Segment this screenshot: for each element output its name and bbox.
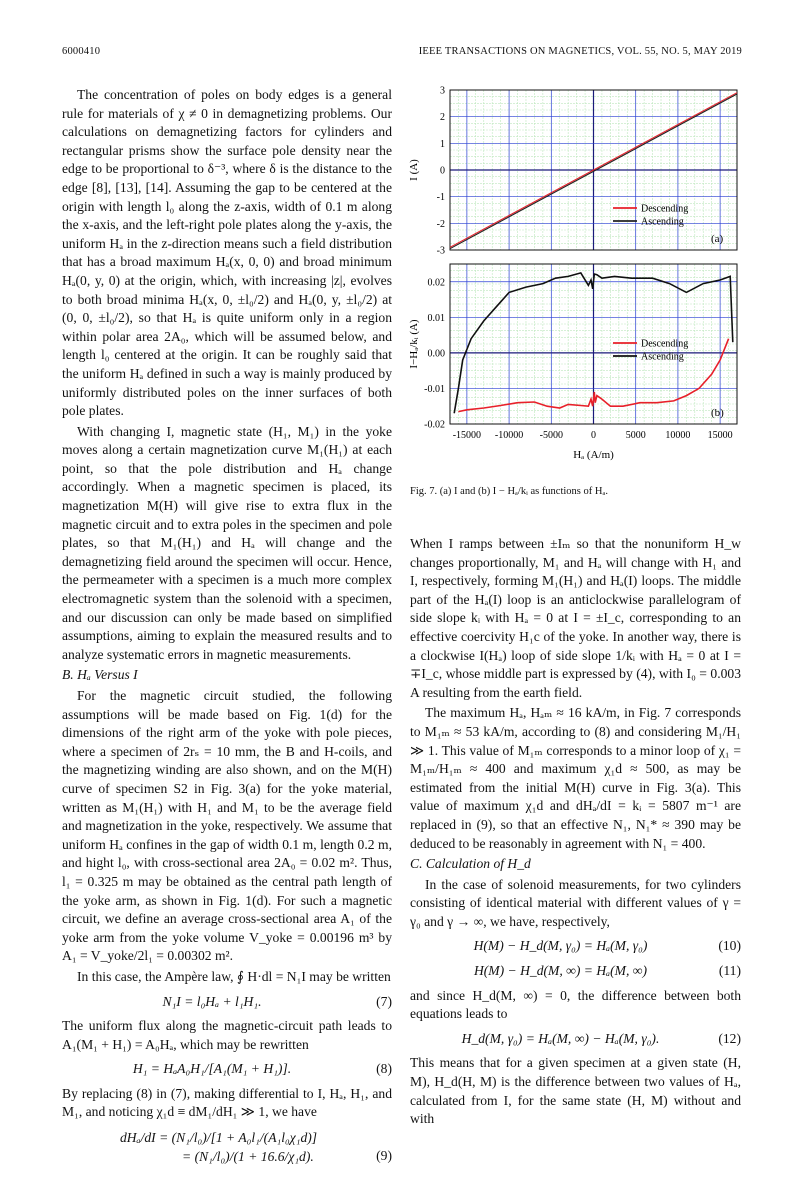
x-axis-label: Hₐ (A/m): [573, 449, 614, 461]
figure-caption: Fig. 7. (a) I and (b) I − Hₐ/kᵢ as functions of Hₐ.: [410, 486, 608, 497]
y-tick-label: -0.01: [424, 383, 445, 395]
equation-number: (9): [376, 1148, 392, 1164]
equation-8: [62, 1060, 392, 1079]
paragraph: The concentration of poles on body edges is a general rule for materials of χ ≠ 0 in demagnetizing problems. Our calculations on demagnetizing factors for cylinders and rectangular prisms show the surface pole density near the edge to be proportional to δ⁻³, where δ is the distance to the edge [8], [13], [14]. Assuming the gap to be centered at the origin with length l₀ along the z-axis, width of 0.1 m along the x-axis, and the left-right pole plates along the y-axis, the uniform Hₐ in the z-direction means such a field distribution that has a broad maximum Hₐ(x, 0, 0) and broad minimum Hₐ(0, y, 0) at the origin, which, with increasing |z|, evolves to both broad minima Hₐ(x, 0, ±l₀/2) and Hₐ(0, y, ±l₀/2) at (0, 0, ±l₀/2), so that Hₐ is quite uniform only in a region within polar area 2A₀, which will be assumed below, and length l₀ centered at the origin. It can be roughly said that the uniform Hₐ defined in such a way is mainly produced by uniformly distributed poles on the inner surfaces of both pole plates.: [62, 87, 392, 419]
legend-label: Ascending: [641, 216, 684, 228]
figure-7: [405, 84, 745, 524]
left-column: [62, 86, 392, 1172]
x-tick-label: -10000: [494, 430, 524, 441]
equation-number: (12): [718, 1030, 741, 1046]
legend-label: Descending: [641, 338, 689, 350]
paragraph: The uniform flux along the magnetic-circuit path leads to A₁(M₁ + H₁) = A₀Hₐ, which may be rewritten: [62, 1018, 392, 1052]
page-number: 6000410: [62, 46, 101, 57]
x-tick-label: 15000: [707, 430, 733, 441]
journal-header: IEEE TRANSACTIONS ON MAGNETICS, VOL. 55, NO. 5, MAY 2019: [418, 46, 742, 57]
equation-body: H(M) − H_d(M, ∞) = Hₐ(M, ∞): [473, 963, 648, 979]
paragraph: This means that for a given specimen at a given state (H, M), H_d(H, M) is the difference between two values of Hₐ, calculated from I, for the same state (H, M) without and with: [410, 1055, 741, 1127]
paragraph: By replacing (8) in (7), making differential to I, Hₐ, H₁, and M₁, and noticing χ₁d ≡ dM₁/dH₁ ≫ 1, we have: [62, 1085, 392, 1120]
x-tick-label: -5000: [539, 430, 563, 441]
right-column: [410, 535, 741, 1131]
x-tick-label: 5000: [625, 430, 646, 441]
paragraph: For the magnetic circuit studied, the following assumptions will be made based on Fig. 1(d) for the dimensions of the right arm of the yoke with pole pieces, where a specimen of 2rₛ = 10 mm, the B and H-coils, and the magnetizing winding are also shown, and on the M(H) curve of specimen S2 in Fig. 3(a) for the yoke material, written as M₁(H₁) with H₁ and M₁ to be the average field and magnetization in the yoke, respectively. We assume that uniform Hₐ confines in the gap of width 0.1 m, length 0.2 m, and hight l₀, with cross-sectional area 2A₀ = 0.02 m². Thus, l₁ = 0.325 m may be obtained as the central path length of the yoke arm, as shown in Fig. 1(d). For such a magnetic circuit, we define an average cross-sectional area A₁ of the yoke arm from the yoke volume V_yoke = 0.00196 m³ by A₁ = V_yoke/2l₁ = 0.00302 m².: [62, 688, 392, 964]
legend-label: Ascending: [641, 351, 684, 363]
y-axis-label: I−Hₐ/kᵢ (A): [408, 319, 420, 369]
y-tick-label: -3: [436, 245, 445, 257]
equation-number: (11): [718, 963, 741, 979]
section-heading-b: B. Hₐ Versus I: [62, 667, 138, 683]
figure-7-plot: [405, 84, 745, 484]
equation-number: (10): [718, 938, 741, 954]
equation-10: [410, 937, 741, 956]
x-tick-label: -15000: [452, 430, 482, 441]
y-tick-label: 3: [440, 85, 445, 97]
equation-body: H(M) − H_d(M, γ₀) = Hₐ(M, γ₀): [473, 938, 648, 954]
y-tick-label: 0.02: [427, 277, 445, 289]
paragraph: With changing I, magnetic state (H₁, M₁) in the yoke moves along a certain magnetization curve M₁(H₁) at each point, so that the pole distribution and Hₐ change accordingly. When a magnetic specimen is placed, its magnetization M(H) will give rise to extra flux in the magnetic circuit and to extra poles in the specimen and pole plates, so that M₁(H₁) and Hₐ will change and the demagnetizing field around the specimen will occur. Hence, the permeameter with a specimen is a much more complex electromagnetic system than the solenoid with a specimen, and our discussion can only be made based on simplified assumptions, aiming to explain the measured results and to analyze systematic errors in magnetic measurements.: [62, 423, 392, 662]
paragraph: The maximum Hₐ, Hₐₘ ≈ 16 kA/m, in Fig. 7 corresponds to M₁ₘ ≈ 53 kA/m, according to (8) and considering M₁/H₁ ≫ 1. This value of M₁ₘ corresponds to a minor loop of χ₁ = M₁ₘ/H₁ₘ ≈ 400 and maximum χ₁d ≈ 500, as may be estimated from the initial M(H) curve in Fig. 3(a). This value of maximum χ₁d and dHₐ/dI = kᵢ = 5807 m⁻¹ are replaced in (9), so that an effective N₁, N₁* ≈ 390 may be deduced to be reasonably in agreement with N₁ = 400.: [410, 705, 741, 851]
x-tick-label: 0: [591, 430, 596, 441]
y-tick-label: 1: [440, 138, 445, 150]
x-tick-label: 10000: [665, 430, 691, 441]
paragraph: and since H_d(M, ∞) = 0, the difference between both equations leads to: [410, 987, 741, 1022]
equation-11: [410, 962, 741, 981]
equation-12: [410, 1030, 741, 1049]
paragraph: When I ramps between ±Iₘ so that the nonuniform H_w changes proportionally, M₁ and Hₐ will change with H₁ and I, respectively, forming M₁(H₁) and Hₐ(I) loops. The middle part of the Hₐ(I) loop is an anticlockwise parallelogram of side slope kᵢ with Hₐ = 0 at I = ±I_c, corresponding to an effective coercivity H₁c of the yoke. In another way, there is a clockwise I(Hₐ) loop of side slope 1/kᵢ with Hₐ = 0 at I = ∓I_c, whose middle part is expressed by (4), with I₀ = 0.003 A resulting from the earth field.: [410, 536, 741, 700]
y-tick-label: 2: [440, 112, 445, 124]
equation-number: (7): [376, 993, 392, 1009]
y-tick-label: 0: [440, 165, 445, 177]
equation-line: dHₐ/dI = (N₁/l₀)/[1 + A₀l₁/(A₁l₀χ₁d)]: [120, 1130, 318, 1146]
section-heading-c: C. Calculation of H_d: [410, 856, 531, 872]
equation-body: N₁I = l₀Hₐ + l₁H₁.: [162, 993, 262, 1009]
y-axis-label: I (A): [408, 159, 420, 181]
y-tick-label: -1: [436, 192, 445, 204]
y-tick-label: -2: [436, 218, 445, 230]
legend-label: Descending: [641, 203, 689, 215]
equation-line: = (N₁/l₀)/(1 + 16.6/χ₁d).: [182, 1149, 314, 1165]
paragraph: In this case, the Ampère law, ∮ H·dl = N₁I may be written: [77, 968, 391, 984]
equation-body: [62, 1128, 362, 1166]
panel-label: (b): [711, 407, 724, 419]
equation-7: [62, 993, 392, 1012]
y-tick-label: 0.00: [427, 348, 445, 360]
y-tick-label: 0.01: [427, 312, 445, 324]
equation-body: H_d(M, γ₀) = Hₐ(M, ∞) − Hₐ(M, γ₀).: [461, 1030, 660, 1046]
paragraph: In the case of solenoid measurements, for two cylinders consisting of identical material with different values of γ = γ₀ and γ → ∞, we have, respectively,: [410, 876, 741, 929]
equation-9: [62, 1128, 392, 1166]
panel-label: (a): [711, 233, 724, 245]
equation-number: (8): [376, 1061, 392, 1077]
y-tick-label: -0.02: [424, 419, 445, 431]
equation-body: H₁ = HₐA₀H₁/[A₁(M₁ + H₁)].: [132, 1061, 292, 1077]
